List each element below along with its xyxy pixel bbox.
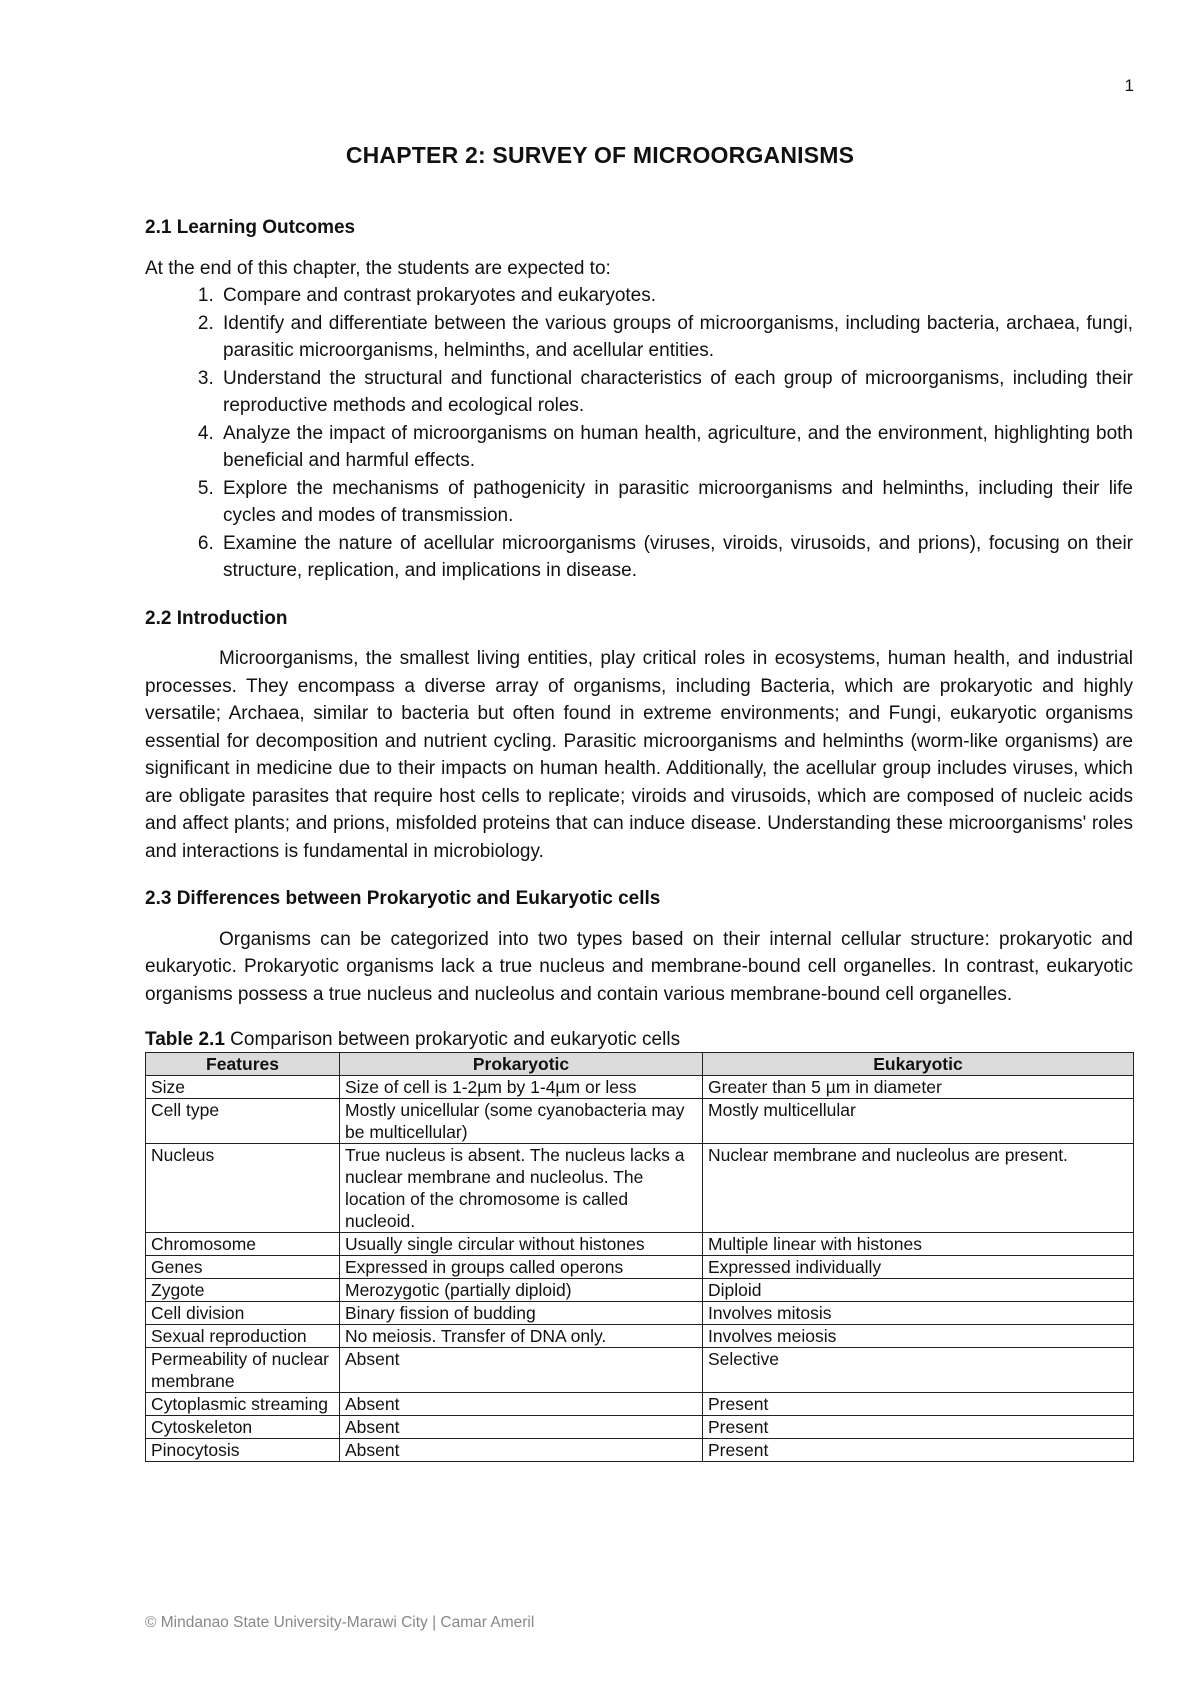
list-item: 2. Identify and differentiate between the various groups of microorganisms, including bacteria, archaea, fungi, parasitic microorganisms, helminths, and acellular entities. [219,310,1133,365]
table-cell: Expressed individually [703,1256,1134,1279]
table-cell: Absent [340,1393,703,1416]
table-row [146,1279,1134,1302]
table-cell: Absent [340,1348,703,1393]
table-cell: Greater than 5 µm in diameter [703,1076,1134,1099]
table-cell: Selective [703,1348,1134,1393]
introduction-paragraph: Microorganisms, the smallest living entities, play critical roles in ecosystems, human health, and industrial processes. They encompass a diverse array of organisms, including Bacteria, which are prokaryotic and highly versatile; Archaea, similar to bacteria but often found in extreme environments; and Fungi, eukaryotic organisms essential for decomposition and nutrient cycling. Parasitic microorganisms and helminths (worm-like organisms) are significant in medicine due to their impacts on human health. Additionally, the acellular group includes viruses, which are obligate parasites that require host cells to replicate; viroids and virusoids, which are composed of nucleic acids and affect plants; and prions, misfolded proteins that can induce disease. Understanding these microorganisms' roles and interactions is fundamental in microbiology. [145,648,1133,862]
table-cell: Involves meiosis [703,1325,1134,1348]
page-number: 1 [1124,76,1134,95]
table-cell: True nucleus is absent. The nucleus lacks a nuclear membrane and nucleolus. The location of the chromosome is called nucleoid. [340,1144,703,1233]
table-cell: Mostly unicellular (some cyanobacteria may be multicellular) [340,1099,703,1144]
table-cell: Binary fission of budding [340,1302,703,1325]
list-item: 1. Compare and contrast prokaryotes and eukaryotes. [219,282,1133,310]
column-header: Features [146,1053,340,1076]
footer-copyright: © Mindanao State University-Marawi City | Camar Ameril [145,1614,535,1631]
section-heading-introduction: 2.2 Introduction [145,607,288,629]
table-cell: Size [146,1076,340,1099]
table-cell: Present [703,1439,1134,1462]
table-cell: Usually single circular without histones [340,1233,703,1256]
table-cell: Absent [340,1439,703,1462]
table-caption-label: Table 2.1 [145,1029,225,1050]
table-cell: Expressed in groups called operons [340,1256,703,1279]
table-header-row [146,1053,1134,1076]
table-cell: Present [703,1393,1134,1416]
table-row [146,1325,1134,1348]
column-header: Eukaryotic [703,1053,1134,1076]
table-cell: Cell division [146,1302,340,1325]
table-row [146,1348,1134,1393]
table-row [146,1256,1134,1279]
section-heading-differences: 2.3 Differences between Prokaryotic and Eukaryotic cells [145,888,661,909]
table-row [146,1416,1134,1439]
table-cell: Permeability of nuclear membrane [146,1348,340,1393]
table-cell: Pinocytosis [146,1439,340,1462]
list-item: 6. Examine the nature of acellular microorganisms (viruses, viroids, virusoids, and prions), focusing on their structure, replication, and implications in disease. [219,530,1133,585]
table-row [146,1439,1134,1462]
list-item: 4. Analyze the impact of microorganisms on human health, agriculture, and the environment, highlighting both beneficial and harmful effects. [219,420,1133,475]
table-cell: Nuclear membrane and nucleolus are present. [703,1144,1134,1233]
column-header: Prokaryotic [340,1053,703,1076]
table-row [146,1393,1134,1416]
table-cell: Genes [146,1256,340,1279]
document-body [145,214,1133,1462]
table-cell: Sexual reproduction [146,1325,340,1348]
table-row [146,1076,1134,1099]
table-row [146,1233,1134,1256]
table-cell: Chromosome [146,1233,340,1256]
table-cell: Absent [340,1416,703,1439]
table-cell: Cytoplasmic streaming [146,1393,340,1416]
table-row [146,1302,1134,1325]
table-cell: Cytoskeleton [146,1416,340,1439]
chapter-title: CHAPTER 2: SURVEY OF MICROORGANISMS [345,142,855,168]
table-caption [145,1028,1133,1052]
table-cell: Zygote [146,1279,340,1302]
table-cell: Merozygotic (partially diploid) [340,1279,703,1302]
learning-outcomes-intro: At the end of this chapter, the students are expected to: [145,257,611,279]
learning-outcomes-list [145,282,1133,585]
table-cell: Present [703,1416,1134,1439]
table-cell: Multiple linear with histones [703,1233,1134,1256]
table-cell: Involves mitosis [703,1302,1134,1325]
comparison-table [145,1052,1134,1462]
table-cell: Size of cell is 1-2µm by 1-4µm or less [340,1076,703,1099]
table-cell: Mostly multicellular [703,1099,1134,1144]
table-cell: No meiosis. Transfer of DNA only. [340,1325,703,1348]
table-cell: Nucleus [146,1144,340,1233]
table-caption-text: Comparison between prokaryotic and eukaryotic cells [224,1029,681,1050]
list-item: 5. Explore the mechanisms of pathogenicity in parasitic microorganisms and helminths, including their life cycles and modes of transmission. [219,475,1133,530]
table-row [146,1099,1134,1144]
table-row [146,1144,1134,1233]
list-item: 3. Understand the structural and functional characteristics of each group of microorganisms, including their reproductive methods and ecological roles. [219,365,1133,420]
table-cell: Diploid [703,1279,1134,1302]
differences-paragraph: Organisms can be categorized into two types based on their internal cellular structure: prokaryotic and eukaryotic. Prokaryotic organisms lack a true nucleus and membrane-bound cell organelles. In contrast, eukaryotic organisms possess a true nucleus and nucleolus and contain various membrane-bound cell organelles. [145,928,1133,1005]
section-heading-learning-outcomes: 2.1 Learning Outcomes [145,217,356,238]
table-cell: Cell type [146,1099,340,1144]
